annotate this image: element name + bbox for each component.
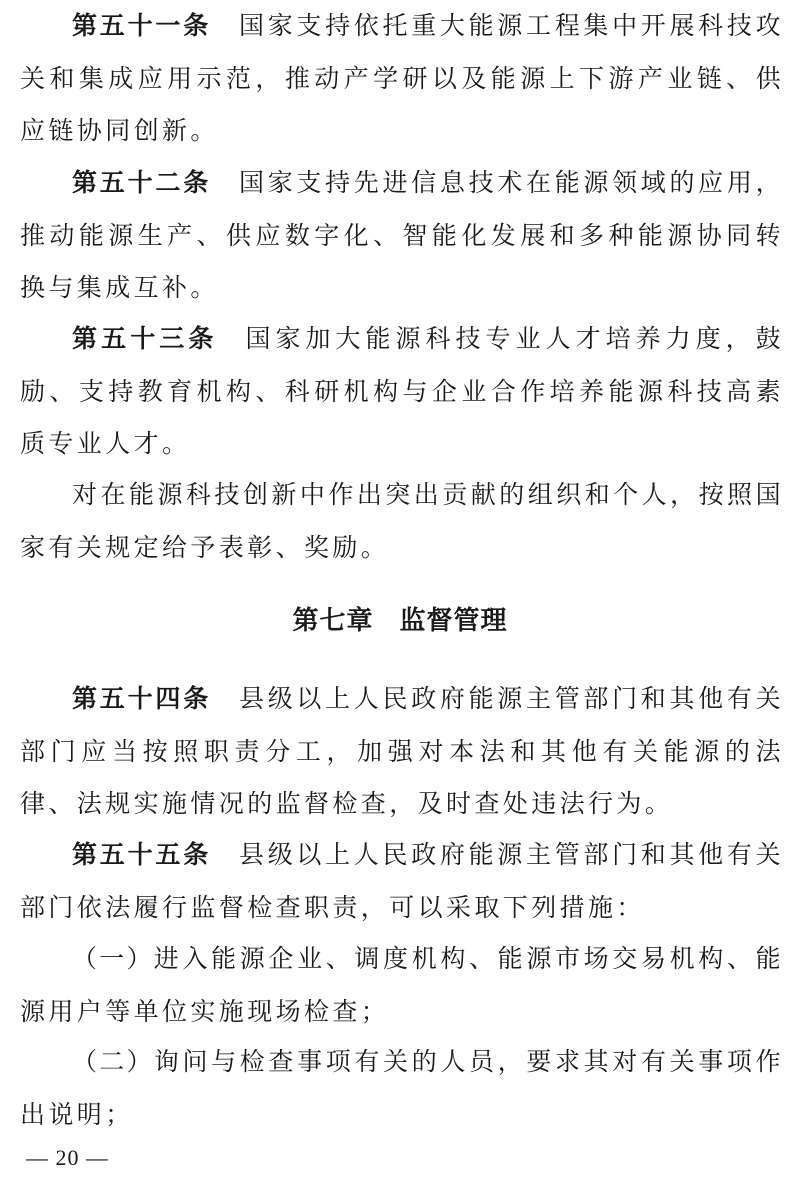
chapter-number: 第七章 — [292, 606, 374, 636]
article-53-label: 第五十三条 — [72, 324, 218, 353]
article-52-label: 第五十二条 — [72, 168, 211, 197]
article-54-text: 县级以上人民政府能源主管部门和其他有关部门应当按照职责分工，加强对本法和其他有关能源的法律、法规实施情况的监督检查，及时查处违法行为。 — [20, 684, 784, 818]
article-54-label: 第五十四条 — [72, 684, 211, 713]
list-item-1-text: 进入能源企业、调度机构、能源市场交易机构、能源用户等单位实施现场检查； — [20, 944, 784, 1026]
list-item-2-label: （二） — [72, 1047, 154, 1076]
article-55-label: 第五十五条 — [72, 840, 211, 869]
article-51-text: 国家支持依托重大能源工程集中开展科技攻关和集成应用示范，推动产学研以及能源上下游产业链、供应链协同创新。 — [20, 11, 784, 145]
article-51 — [20, 0, 784, 158]
chapter-title: 监督管理 — [399, 606, 508, 636]
article-52 — [20, 157, 784, 315]
list-item-2-text: 询问与检查事项有关的人员，要求其对有关事项作出说明； — [20, 1047, 784, 1129]
article-53-paragraph-2 — [20, 469, 784, 574]
list-item-1 — [20, 933, 784, 1038]
article-51-label: 第五十一条 — [72, 11, 211, 40]
article-54 — [20, 673, 784, 831]
article-55-text: 县级以上人民政府能源主管部门和其他有关部门依法履行监督检查职责，可以采取下列措施： — [20, 840, 784, 922]
article-53 — [20, 313, 784, 471]
article-53-paragraph-2-text: 对在能源科技创新中作出突出贡献的组织和个人，按照国家有关规定给予表彰、奖励。 — [20, 480, 784, 562]
list-item-2 — [20, 1036, 784, 1141]
list-item-1-label: （一） — [72, 944, 154, 973]
page-number: — 20 — — [26, 1145, 109, 1170]
chapter-heading — [0, 596, 800, 646]
article-55 — [20, 829, 784, 934]
article-53-text: 国家加大能源科技专业人才培养力度，鼓励、支持教育机构、科研机构与企业合作培养能源科技高素质专业人才。 — [20, 324, 784, 458]
article-52-text: 国家支持先进信息技术在能源领域的应用，推动能源生产、供应数字化、智能化发展和多种能源协同转换与集成互补。 — [20, 168, 784, 302]
